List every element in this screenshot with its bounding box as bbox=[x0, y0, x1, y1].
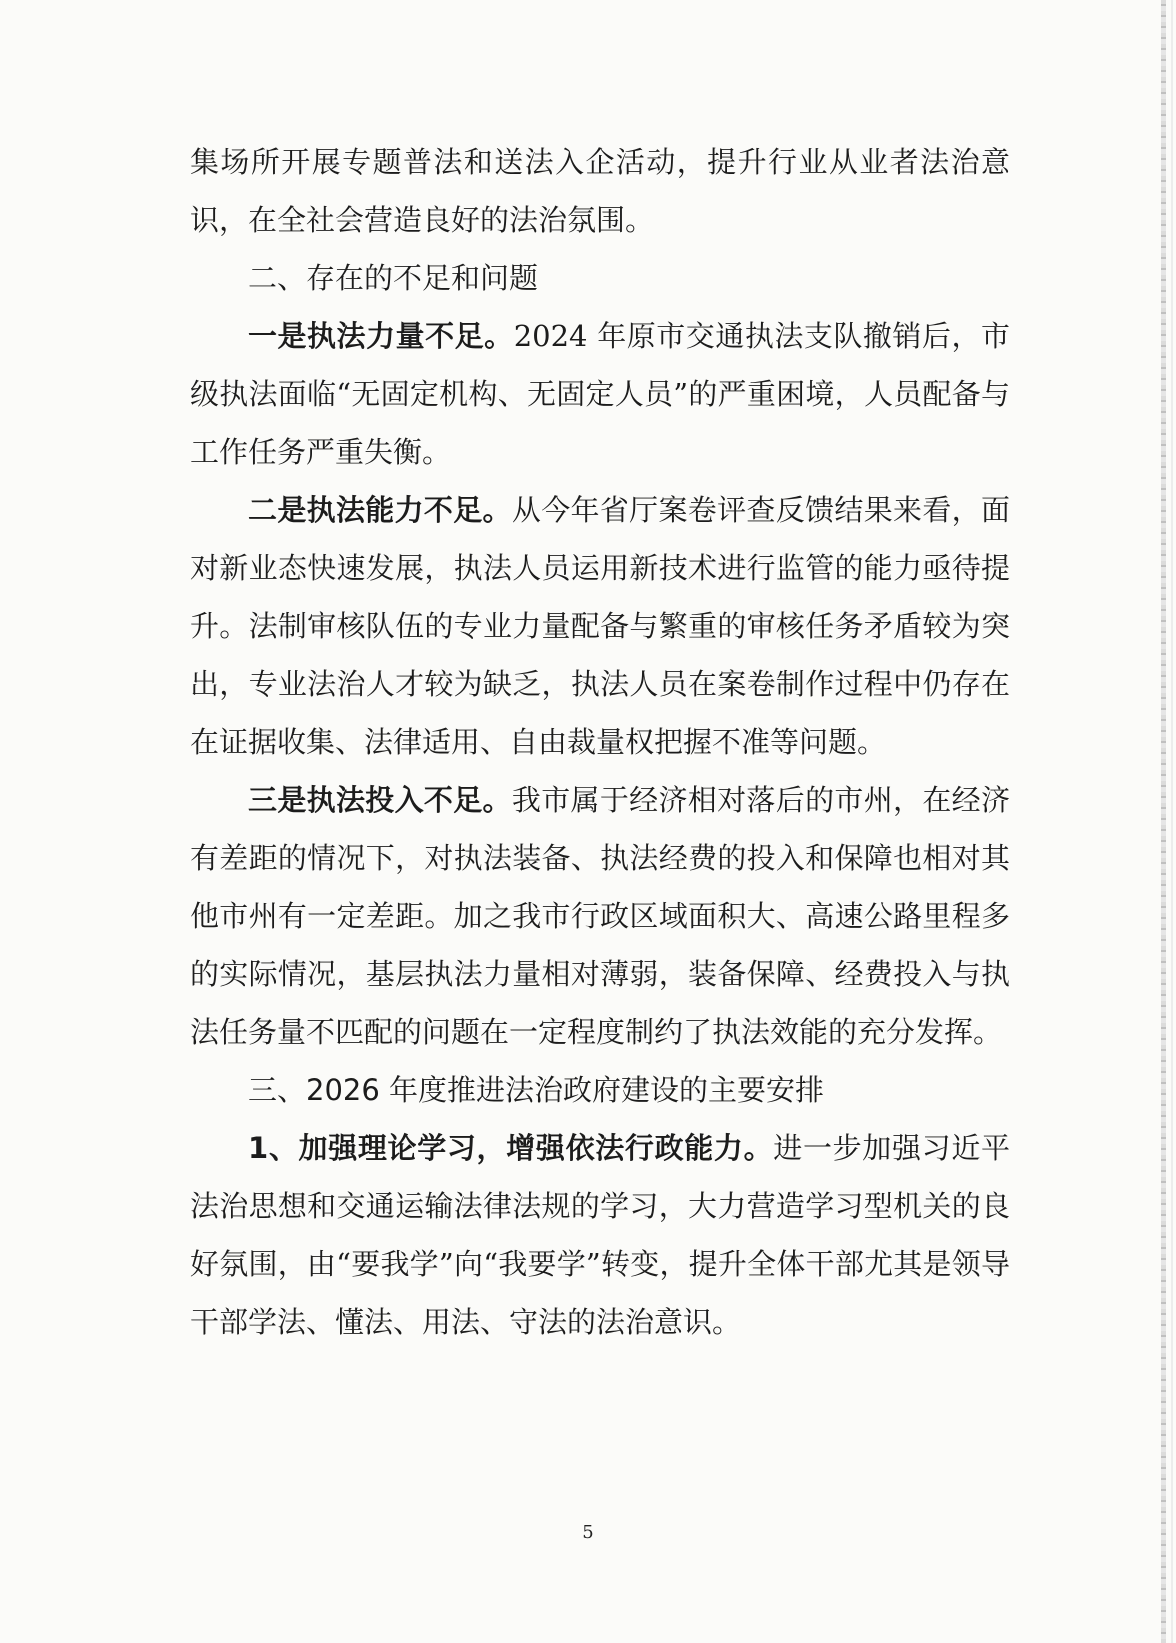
scan-edge-shadow bbox=[1161, 0, 1166, 1643]
paragraph-lead: 1、加强理论学习，增强依法行政能力。 bbox=[248, 1131, 774, 1165]
paragraph-lead: 三是执法投入不足。 bbox=[248, 783, 512, 817]
paragraph-enforcement-investment bbox=[190, 771, 1010, 1061]
paragraph-text: 集场所开展专题普法和送法入企活动，提升行业从业者法治意识，在全社会营造良好的法治氛围。 bbox=[190, 145, 1010, 237]
paragraph-text: 从今年省厅案卷评查反馈结果来看，面对新业态快速发展，执法人员运用新技术进行监管的能力亟待提升。法制审核队伍的专业力量配备与繁重的审核任务矛盾较为突出，专业法治人才较为缺乏，执法人员在案卷制作过程中仍存在在证据收集、法律适用、自由裁量权把握不准等问题。 bbox=[190, 493, 1010, 759]
scan-edge-line bbox=[1171, 0, 1173, 1643]
paragraph-text: 进一步加强习近平法治思想和交通运输法律法规的学习，大力营造学习型机关的良好氛围，由“要我学”向“我要学”转变，提升全体干部尤其是领导干部学法、懂法、用法、守法的法治意识。 bbox=[190, 1131, 1010, 1339]
page-number: 5 bbox=[582, 1522, 594, 1543]
document-body bbox=[190, 133, 1010, 1351]
section-heading-problems: 二、存在的不足和问题 bbox=[248, 261, 539, 295]
section-heading-2026-plan: 三、2026 年度推进法治政府建设的主要安排 bbox=[248, 1073, 825, 1107]
paragraph-lead: 一是执法力量不足。 bbox=[248, 319, 514, 353]
paragraph-enforcement-force bbox=[190, 307, 1010, 481]
paragraph-continuation bbox=[190, 133, 1010, 249]
paragraph-theory-study bbox=[190, 1119, 1010, 1351]
paragraph-lead: 二是执法能力不足。 bbox=[248, 493, 512, 527]
paragraph-enforcement-capability bbox=[190, 481, 1010, 771]
paragraph-text: 我市属于经济相对落后的市州，在经济有差距的情况下，对执法装备、执法经费的投入和保障也相对其他市州有一定差距。加之我市行政区域面积大、高速公路里程多的实际情况，基层执法力量相对薄弱，装备保障、经费投入与执法任务量不匹配的问题在一定程度制约了执法效能的充分发挥。 bbox=[190, 783, 1010, 1049]
paragraph-text: 2024 年原市交通执法支队撤销后，市级执法面临“无固定机构、无固定人员”的严重困境，人员配备与工作任务严重失衡。 bbox=[190, 319, 1010, 469]
